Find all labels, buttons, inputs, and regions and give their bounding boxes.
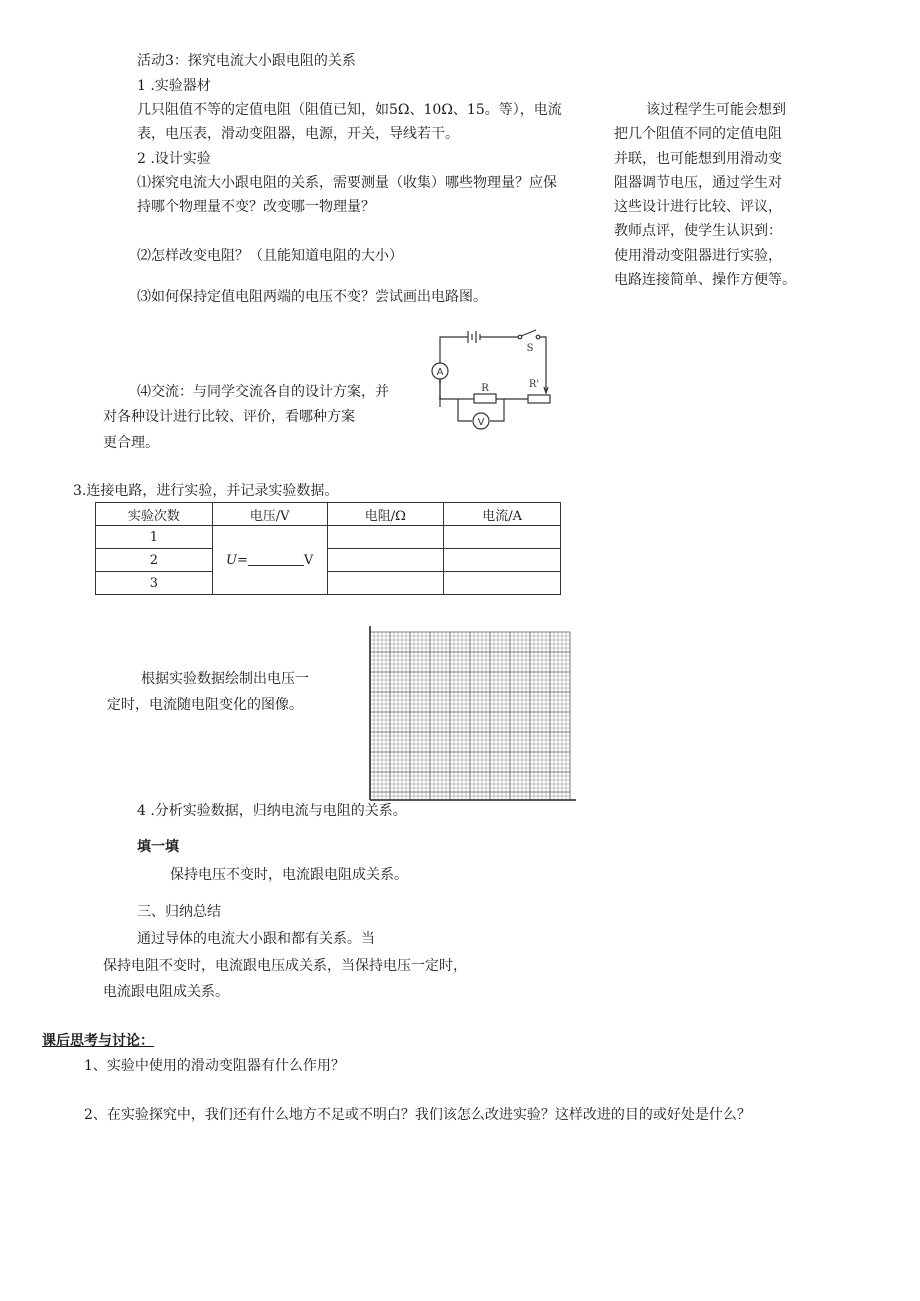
resistance-cell[interactable] bbox=[327, 549, 444, 572]
graph-caption-line-2: 定时，电流随电阻变化的图像。 bbox=[107, 697, 303, 713]
resistor-label: R bbox=[481, 383, 489, 394]
voltage-cell bbox=[212, 526, 327, 595]
summary-heading: 三、归纳总结 bbox=[137, 904, 221, 920]
trial-number: 2 bbox=[96, 549, 213, 572]
side-note-line: 教师点评，使学生认识到： bbox=[614, 223, 782, 239]
question-1-line-2: 持哪个物理量不变？改变哪一物理量？ bbox=[137, 199, 375, 215]
materials-line-2: 表，电压表，滑动变阻器，电源，开关，导线若干。 bbox=[137, 126, 459, 142]
data-table bbox=[95, 502, 561, 595]
summary-line-1: 通过导体的电流大小跟和都有关系。当 bbox=[137, 931, 375, 947]
side-note-line: 使用滑动变阻器进行实验， bbox=[614, 248, 782, 264]
question-3: ⑶如何保持定值电阻两端的电压不变？尝试画出电路图。 bbox=[137, 289, 487, 305]
after-class-question-1: 1、实验中使用的滑动变阻器有什么作用？ bbox=[84, 1058, 345, 1074]
after-class-heading: 课后思考与讨论： bbox=[42, 1033, 154, 1049]
current-cell[interactable] bbox=[444, 549, 561, 572]
side-note-line: 把几个阻值不同的定值电阻 bbox=[614, 126, 782, 142]
side-note-line: 这些设计进行比较、评议， bbox=[614, 199, 782, 215]
table-header: 电流/A bbox=[444, 503, 561, 526]
trial-number: 3 bbox=[96, 572, 213, 595]
table-row bbox=[96, 526, 561, 549]
current-cell[interactable] bbox=[444, 526, 561, 549]
table-row bbox=[96, 549, 561, 572]
question-4-line-2: 对各种设计进行比较、评价，看哪种方案 bbox=[103, 409, 355, 425]
voltage-prefix: U= bbox=[225, 552, 248, 568]
side-note-line: 并联，也可能想到用滑动变 bbox=[614, 151, 782, 167]
voltmeter-label: V bbox=[477, 417, 485, 428]
section-design-heading: 2 .设计实验 bbox=[137, 151, 211, 167]
table-row bbox=[96, 572, 561, 595]
step-4-heading: 4 .分析实验数据，归纳电流与电阻的关系。 bbox=[137, 803, 407, 819]
side-note-line: 该过程学生可能会想到 bbox=[646, 102, 786, 118]
switch-label: S bbox=[526, 343, 534, 354]
table-header: 电阻/Ω bbox=[327, 503, 444, 526]
circuit-diagram bbox=[428, 325, 558, 435]
summary-line-2: 保持电阻不变时，电流跟电压成关系，当保持电压一定时， bbox=[103, 958, 467, 974]
resistance-cell[interactable] bbox=[327, 526, 444, 549]
voltage-blank[interactable] bbox=[248, 553, 304, 566]
fill-in-heading: 填一填 bbox=[137, 839, 179, 855]
side-note-line: 阻器调节电压，通过学生对 bbox=[614, 175, 782, 191]
question-2: ⑵怎样改变电阻？（且能知道电阻的大小） bbox=[137, 248, 403, 264]
side-note-line: 电路连接简单、操作方便等。 bbox=[614, 272, 796, 288]
graph-caption-line-1: 根据实验数据绘制出电压一 bbox=[141, 671, 309, 687]
resistance-cell[interactable] bbox=[327, 572, 444, 595]
fill-in-text: 保持电压不变时，电流跟电阻成关系。 bbox=[170, 867, 408, 883]
table-header: 实验次数 bbox=[96, 503, 213, 526]
step-3-heading: 3.连接电路，进行实验，并记录实验数据。 bbox=[73, 483, 339, 499]
after-class-question-2: 2、在实验探究中，我们还有什么地方不足或不明白？我们该怎么改进实验？这样改进的目的或好处是什么？ bbox=[84, 1107, 751, 1123]
current-cell[interactable] bbox=[444, 572, 561, 595]
question-4-line-3: 更合理。 bbox=[103, 435, 159, 451]
ammeter-label: A bbox=[436, 367, 444, 378]
materials-line-1: 几只阻值不等的定值电阻（阻值已知，如5Ω、10Ω、15。等），电流 bbox=[137, 102, 562, 118]
question-1-line-1: ⑴探究电流大小跟电阻的关系，需要测量（收集）哪些物理量？应保 bbox=[137, 175, 557, 191]
graph-grid[interactable] bbox=[364, 626, 578, 806]
rheostat-label: R' bbox=[528, 379, 540, 390]
question-4-line-1: ⑷交流：与同学交流各自的设计方案，并 bbox=[137, 384, 389, 400]
trial-number: 1 bbox=[96, 526, 213, 549]
summary-line-3: 电流跟电阻成关系。 bbox=[103, 984, 229, 1000]
table-header: 电压/V bbox=[212, 503, 327, 526]
table-header-row bbox=[96, 503, 561, 526]
voltage-unit: V bbox=[303, 552, 314, 568]
section-materials-heading: 1 .实验器材 bbox=[137, 78, 211, 94]
activity-title: 活动3：探究电流大小跟电阻的关系 bbox=[137, 53, 356, 69]
